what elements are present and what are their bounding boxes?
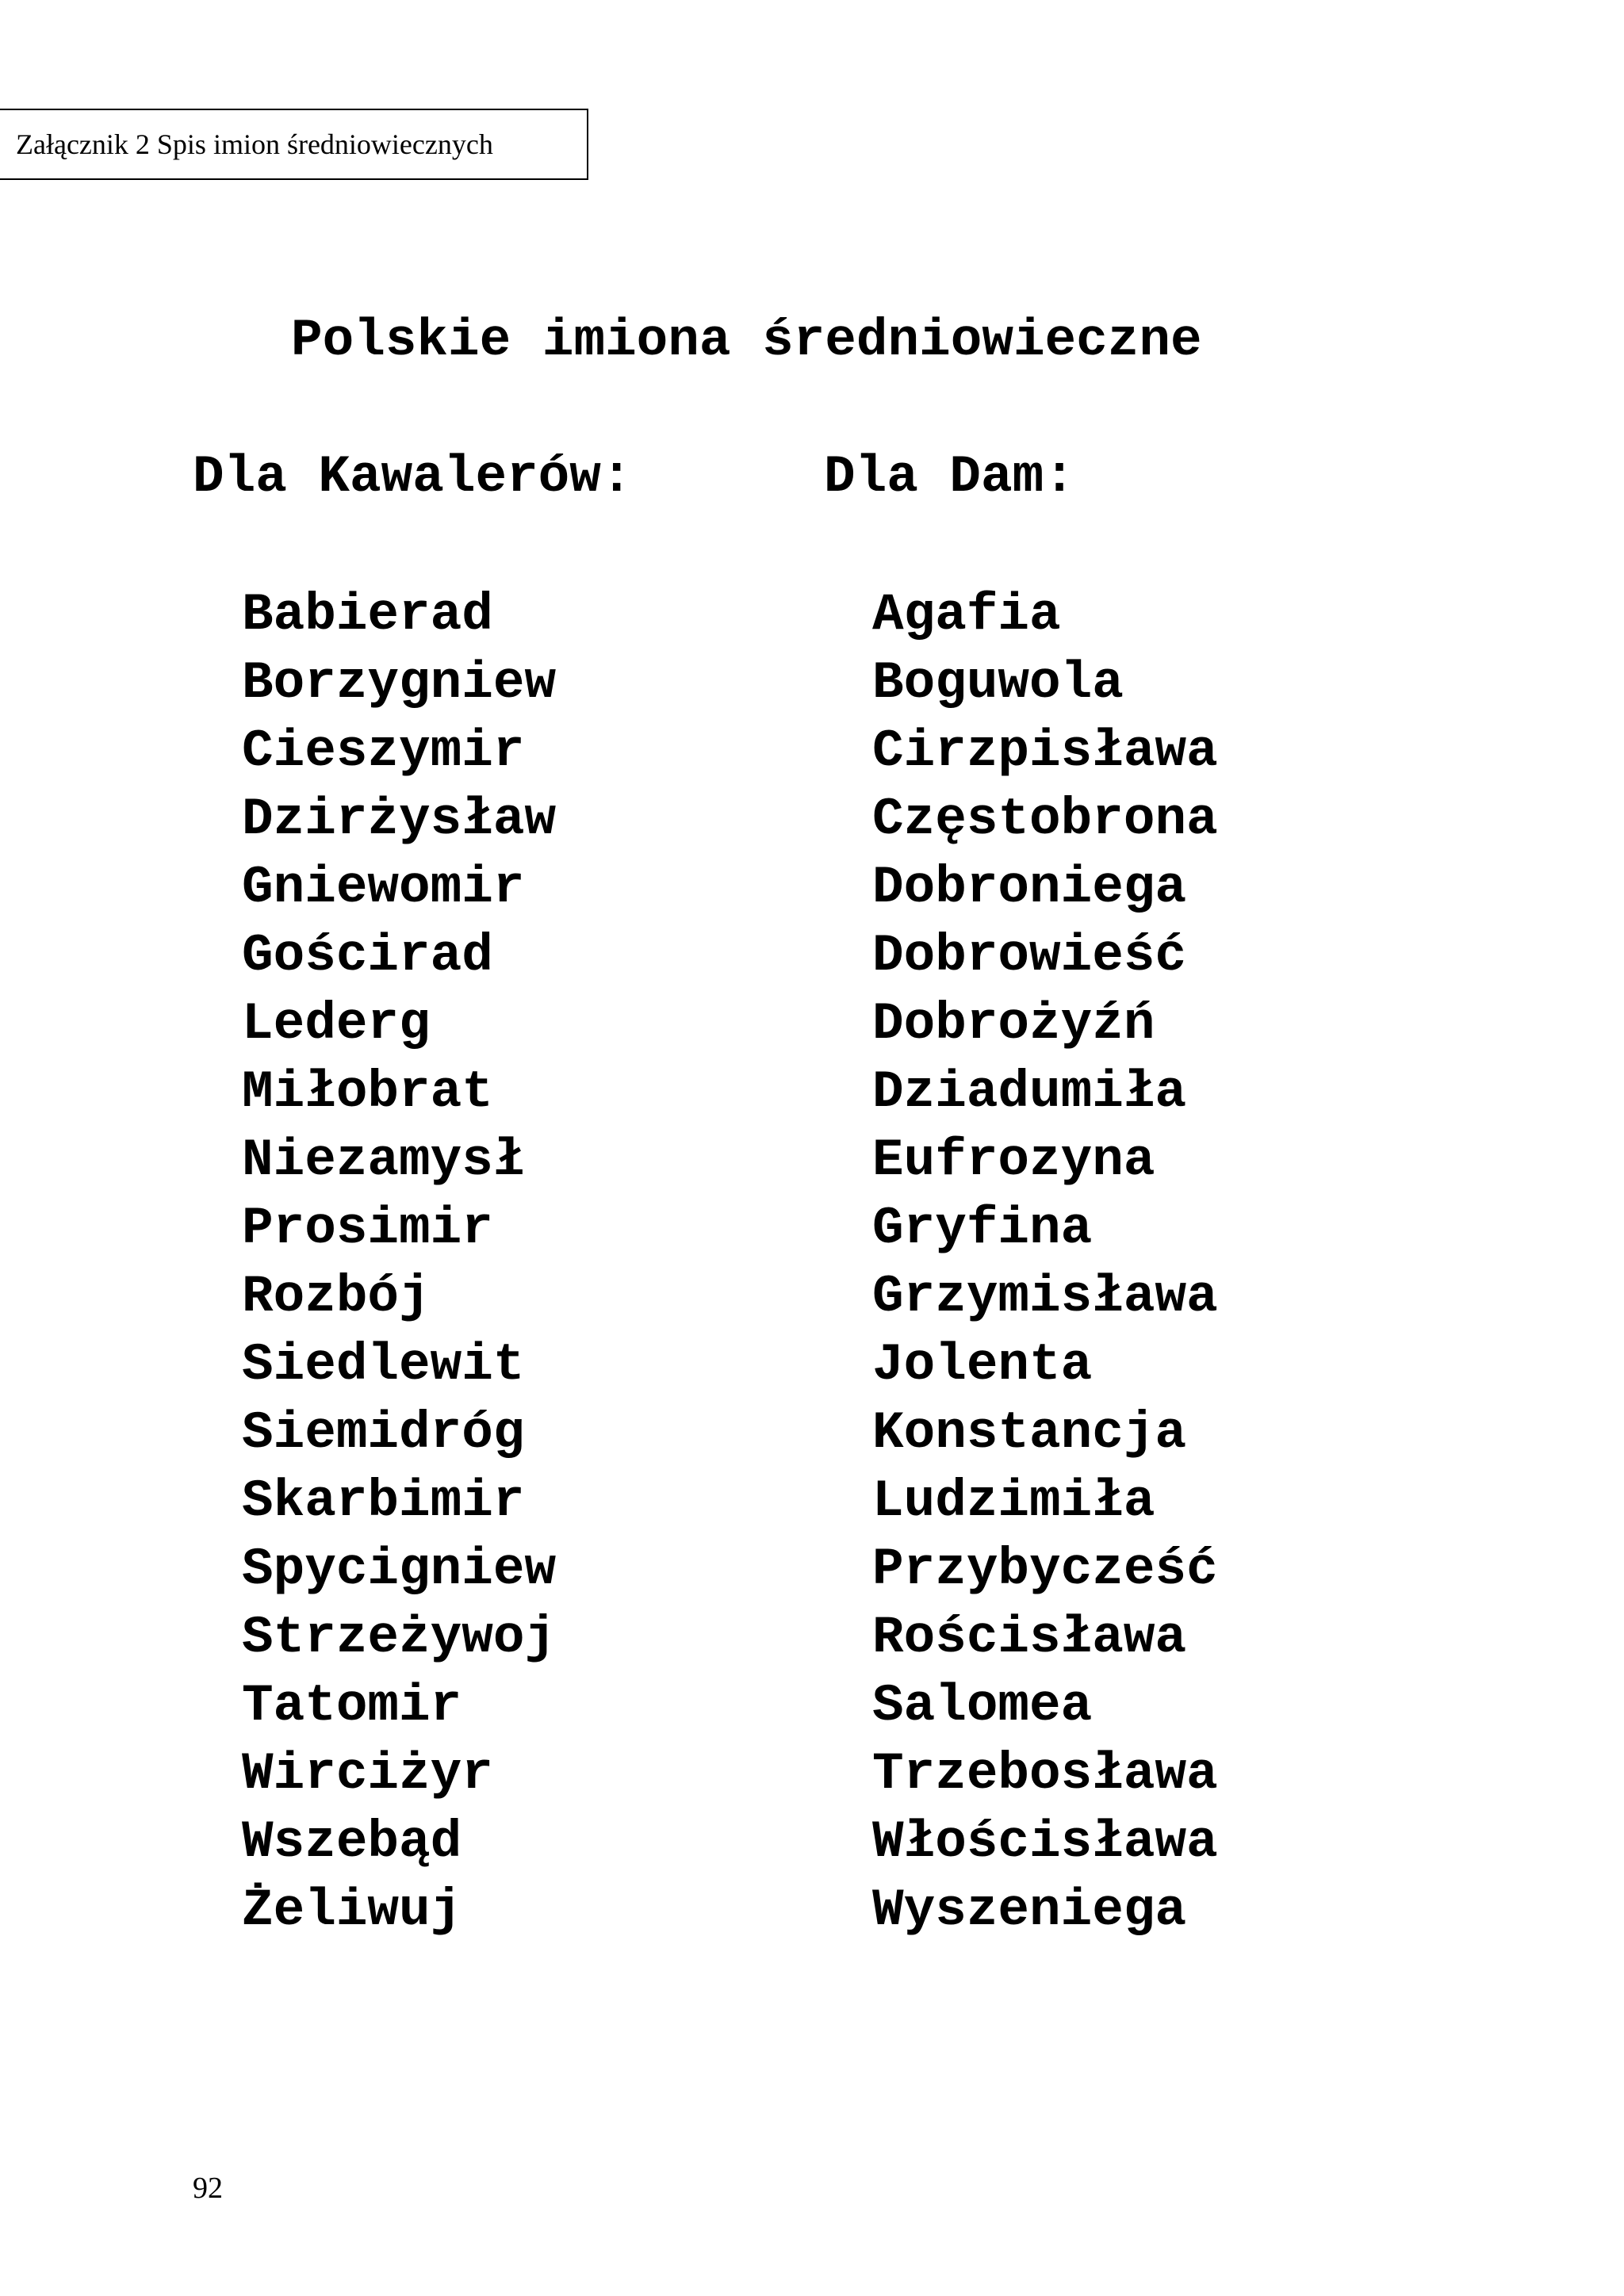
list-item: Prosimir	[242, 1199, 493, 1258]
list-item: Boguwola	[872, 653, 1124, 713]
list-item: Konstancja	[872, 1403, 1187, 1463]
list-item: Babierad	[242, 585, 493, 645]
list-item: Dziadumiła	[872, 1062, 1187, 1122]
men-column-heading: Dla Kawalerów:	[193, 447, 633, 507]
list-item: Skarbimir	[242, 1471, 525, 1531]
list-item: Spycigniew	[242, 1540, 557, 1599]
list-item: Wyszeniega	[872, 1881, 1187, 1940]
list-item: Gryfina	[872, 1199, 1093, 1258]
list-item: Jolenta	[872, 1335, 1093, 1395]
list-item: Grzymisława	[872, 1267, 1218, 1326]
list-item: Ludzimiła	[872, 1471, 1155, 1531]
list-item: Rozbój	[242, 1267, 431, 1326]
list-item: Dzirżysław	[242, 790, 557, 849]
page-title: Polskie imiona średniowieczne	[291, 311, 1202, 370]
women-name-list	[872, 581, 1218, 1945]
list-item: Strzeżywoj	[242, 1608, 557, 1667]
women-column-heading: Dla Dam:	[824, 447, 1075, 507]
list-item: Dobrożyźń	[872, 994, 1155, 1054]
list-item: Cirzpisława	[872, 721, 1218, 781]
list-item: Salomea	[872, 1676, 1093, 1735]
list-item: Dobrowieść	[872, 926, 1187, 985]
list-item: Tatomir	[242, 1676, 462, 1735]
list-item: Siemidróg	[242, 1403, 525, 1463]
list-item: Niezamysł	[242, 1131, 525, 1190]
list-item: Wszebąd	[242, 1812, 462, 1872]
list-item: Eufrozyna	[872, 1131, 1155, 1190]
men-name-list	[242, 581, 556, 1945]
list-item: Gościrad	[242, 926, 493, 985]
list-item: Siedlewit	[242, 1335, 525, 1395]
list-item: Trzebosława	[872, 1744, 1218, 1804]
list-item: Gniewomir	[242, 858, 525, 917]
list-item: Cieszymir	[242, 721, 525, 781]
page-number: 92	[193, 2172, 223, 2205]
list-item: Agafia	[872, 585, 1061, 645]
list-item: Włościsława	[872, 1812, 1218, 1872]
appendix-header	[0, 109, 588, 180]
list-item: Borzygniew	[242, 653, 557, 713]
list-item: Przybycześć	[872, 1540, 1218, 1599]
list-item: Miłobrat	[242, 1062, 493, 1122]
list-item: Wirciżyr	[242, 1744, 493, 1804]
list-item: Dobroniega	[872, 858, 1187, 917]
appendix-header-label: Załącznik 2 Spis imion średniowiecznych	[16, 128, 493, 160]
list-item: Lederg	[242, 994, 431, 1054]
list-item: Żeliwuj	[242, 1881, 462, 1940]
list-item: Częstobrona	[872, 790, 1218, 849]
list-item: Rościsława	[872, 1608, 1187, 1667]
